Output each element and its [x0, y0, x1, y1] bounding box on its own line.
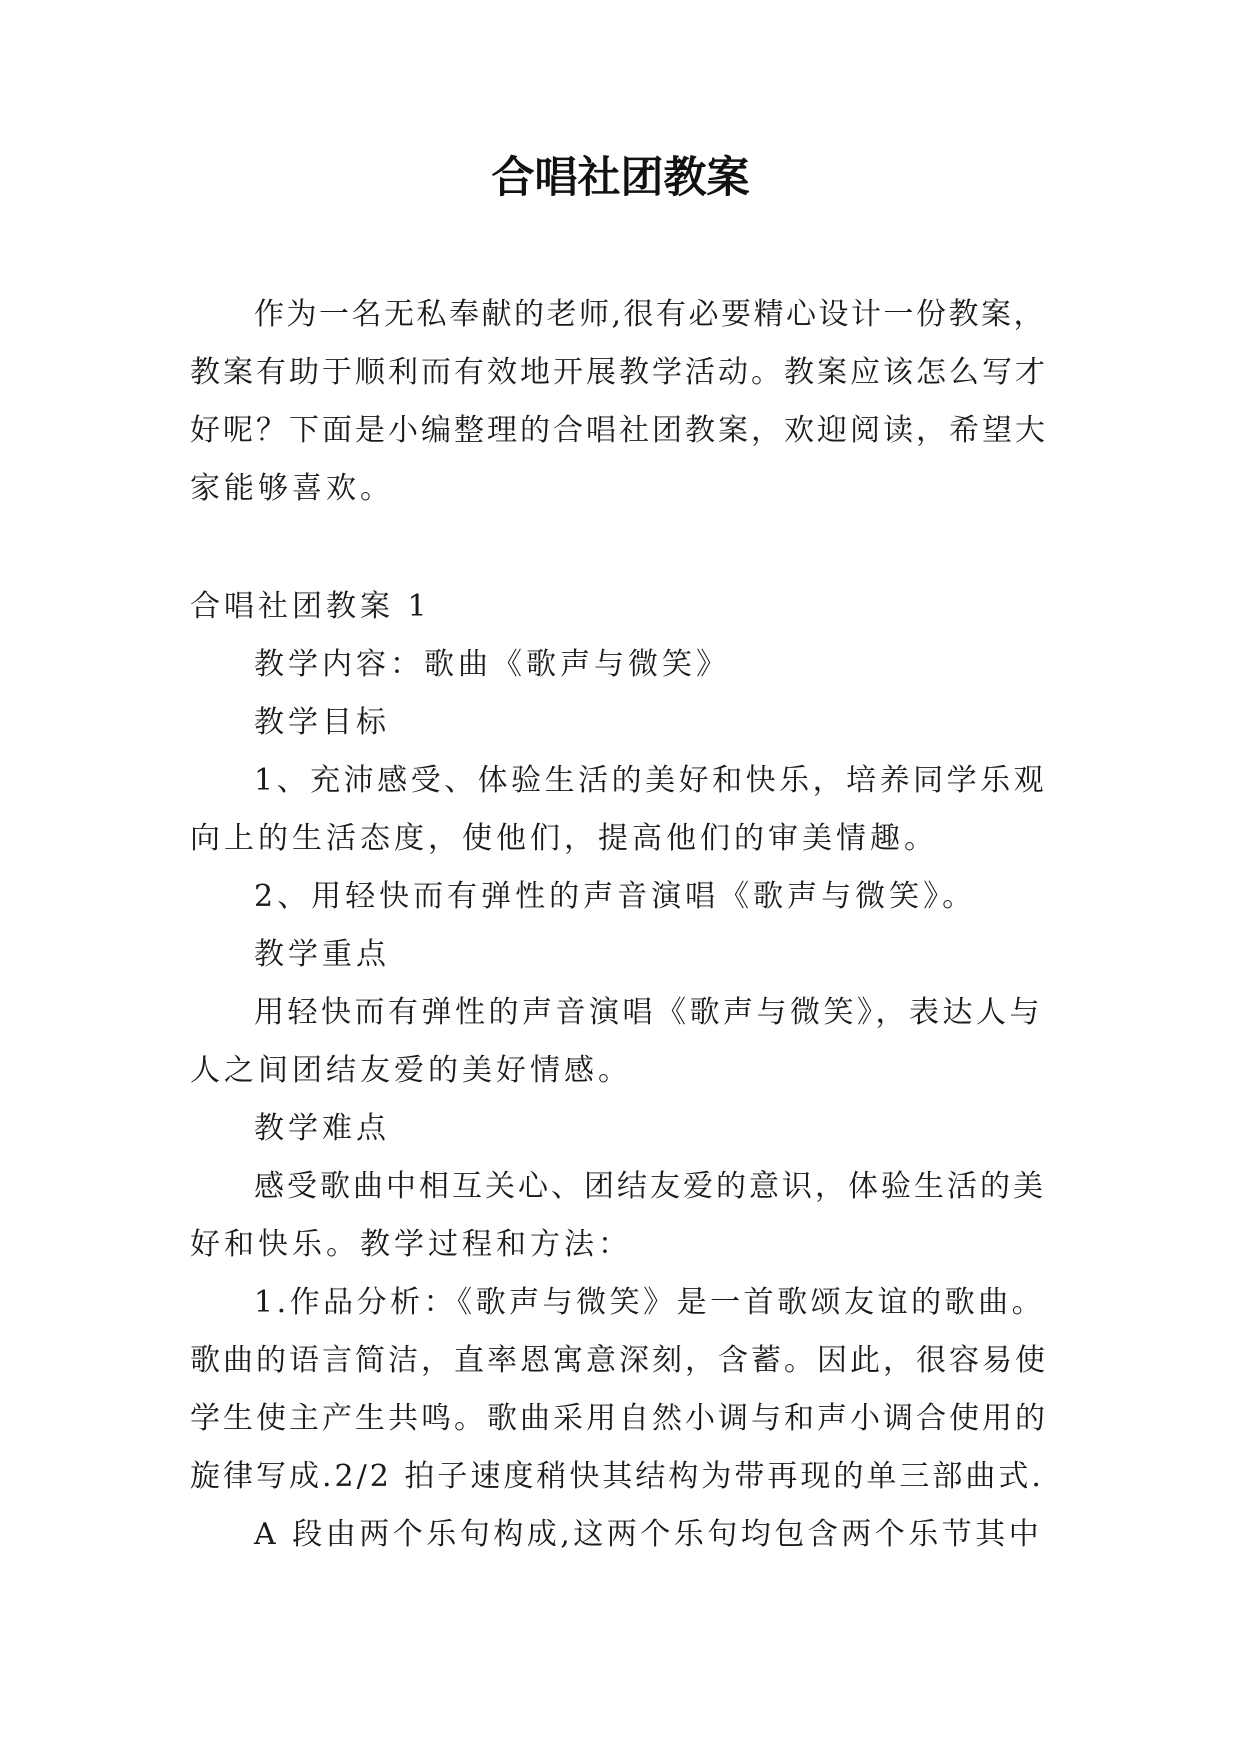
text-line: 教学内容：歌曲《歌声与微笑》	[254, 647, 730, 682]
document-title: 合唱社团教案	[491, 153, 750, 203]
text-line: 作为一名无私奉献的老师,很有必要精心设计一份教案，	[254, 297, 1047, 332]
text-line: 向上的生活态度，使他们，提高他们的审美情趣。	[190, 821, 938, 856]
text-line: 旋律写成.2/2 拍子速度稍快其结构为带再现的单三部曲式.	[190, 1459, 1044, 1494]
text-line: 家能够喜欢。	[190, 471, 394, 506]
intro-paragraph	[190, 286, 1052, 518]
text-line: A 段由两个乐句构成,这两个乐句均包含两个乐节其中	[254, 1517, 1043, 1552]
subheading: 教学难点	[254, 1111, 390, 1146]
text-line: 学生使主产生共鸣。歌曲采用自然小调与和声小调合使用的	[190, 1401, 1048, 1436]
text-line: 感受歌曲中相互关心、团结友爱的意识，体验生活的美	[254, 1169, 1046, 1204]
text-line: 1.作品分析：《歌声与微笑》是一首歌颂友谊的歌曲。	[254, 1285, 1046, 1320]
text-line: 1、充沛感受、体验生活的美好和快乐，培养同学乐观	[254, 763, 1048, 798]
section-heading: 合唱社团教案 1	[190, 589, 431, 624]
lesson-plan-section	[190, 578, 1052, 1564]
text-line: 教案有助于顺利而有效地开展教学活动。教案应该怎么写才	[190, 355, 1048, 390]
text-line: 用轻快而有弹性的声音演唱《歌声与微笑》，表达人与	[254, 995, 1043, 1030]
text-line: 好呢？下面是小编整理的合唱社团教案，欢迎阅读，希望大	[190, 413, 1048, 448]
subheading: 教学重点	[254, 937, 390, 972]
text-line: 人之间团结友爱的美好情感。	[190, 1053, 632, 1088]
text-line: 歌曲的语言简洁，直率恩寓意深刻，含蓄。因此，很容易使	[190, 1343, 1048, 1378]
text-line: 好和快乐。教学过程和方法：	[190, 1227, 632, 1262]
text-line: 2、用轻快而有弹性的声音演唱《歌声与微笑》。	[254, 879, 977, 914]
subheading: 教学目标	[254, 705, 390, 740]
